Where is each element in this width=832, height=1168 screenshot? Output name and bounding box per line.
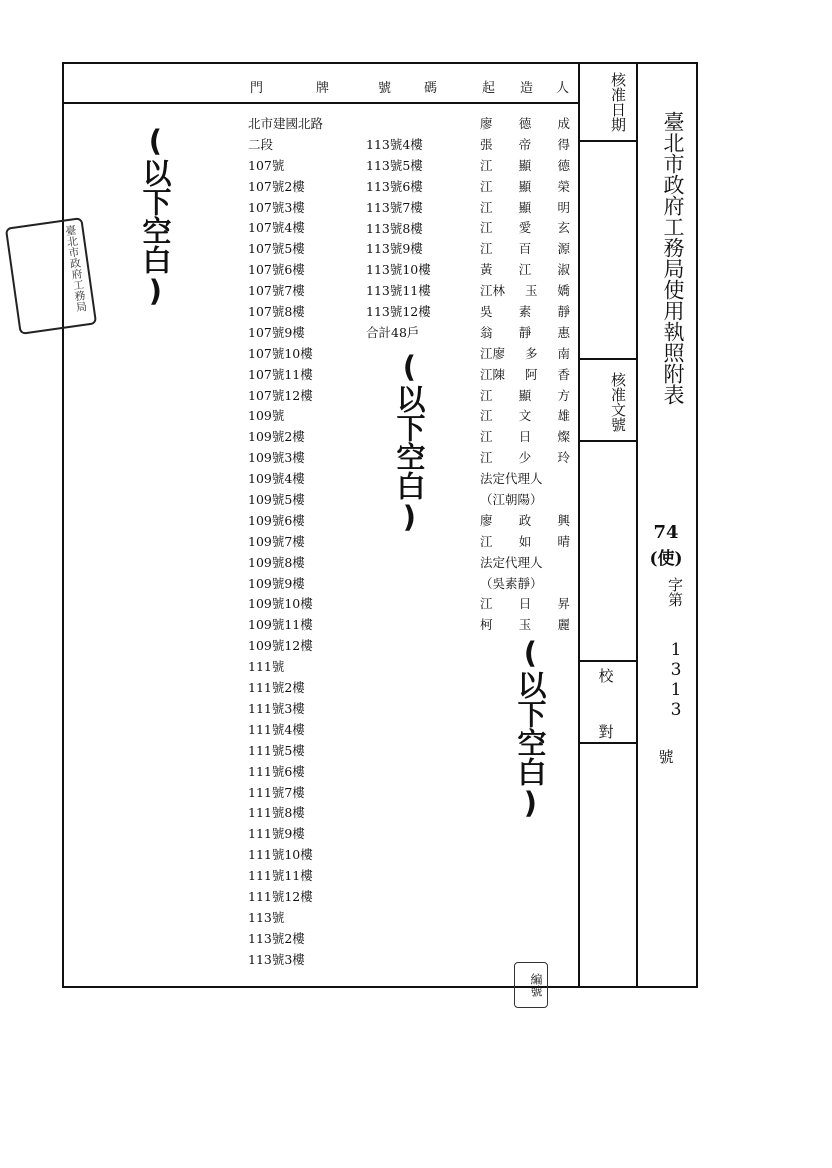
builder-name-part: 玄 bbox=[557, 220, 570, 236]
builder-name-part: 江 bbox=[480, 596, 493, 612]
heading-char: 碼 bbox=[424, 81, 438, 96]
heading-char: 號 bbox=[378, 81, 392, 96]
builder-name-part: 江林 bbox=[480, 283, 506, 299]
address-row: 113號2樓 bbox=[248, 930, 305, 946]
builder-column bbox=[480, 114, 570, 636]
builder-row bbox=[480, 594, 570, 615]
builder-name-part: 玉 bbox=[524, 283, 538, 299]
builder-name-part: 德 bbox=[557, 157, 570, 173]
address-row: 北市建國北路 bbox=[248, 116, 324, 131]
builder-name-part: 帝 bbox=[518, 136, 532, 152]
check-label-2: 對 bbox=[598, 723, 614, 741]
builder-name-part: 江 bbox=[480, 220, 493, 236]
builder-name-part: 阿 bbox=[524, 366, 538, 382]
builder-name-part: 江 bbox=[480, 178, 493, 194]
address-column-2 bbox=[366, 135, 462, 344]
address-row: 107號10樓 bbox=[248, 345, 313, 361]
heading-char: 門 bbox=[250, 81, 264, 96]
builder-name-part: 香 bbox=[557, 366, 570, 382]
address-row: 113號7樓 bbox=[366, 199, 423, 215]
builder-name-part: （吳素靜） bbox=[480, 575, 543, 591]
builder-name-part: 嬌 bbox=[557, 283, 570, 299]
address-row: 107號9樓 bbox=[248, 324, 305, 340]
builder-row bbox=[480, 615, 570, 636]
builder-name-part: 南 bbox=[557, 345, 570, 361]
check-top-divider bbox=[578, 660, 638, 662]
address-row: 111號8樓 bbox=[248, 805, 305, 821]
address-row: 107號7樓 bbox=[248, 283, 305, 299]
address-row: 111號10樓 bbox=[248, 847, 313, 863]
heading-char: 起 bbox=[482, 81, 496, 96]
address-row: 二段 bbox=[248, 136, 274, 152]
address-row: 113號6樓 bbox=[366, 178, 423, 194]
builder-name-part: 燦 bbox=[557, 429, 570, 445]
address-row: 107號3樓 bbox=[248, 199, 305, 215]
builder-name-part: 江廖 bbox=[480, 345, 506, 361]
address-row: 107號8樓 bbox=[248, 304, 305, 320]
address-row: 109號8樓 bbox=[248, 554, 305, 570]
builder-name-part: 文 bbox=[518, 408, 532, 424]
builder-name-part: 愛 bbox=[518, 220, 532, 236]
address-row: 109號11樓 bbox=[248, 617, 313, 633]
address-row: 111號3樓 bbox=[248, 700, 305, 716]
builder-row bbox=[480, 386, 570, 407]
builder-row bbox=[480, 344, 570, 365]
builder-row bbox=[480, 218, 570, 239]
address-row: 109號6樓 bbox=[248, 512, 305, 528]
builder-name-part: 少 bbox=[518, 450, 532, 466]
builder-row bbox=[480, 260, 570, 281]
address-row: 111號6樓 bbox=[248, 763, 305, 779]
builder-name-part: 黃 bbox=[480, 262, 493, 278]
address-row: 113號4樓 bbox=[366, 137, 423, 152]
address-row: 111號12樓 bbox=[248, 888, 313, 904]
builder-name-part: 顯 bbox=[518, 178, 532, 194]
address-row: 109號4樓 bbox=[248, 471, 305, 487]
builder-name-part: 如 bbox=[518, 533, 532, 549]
heading-char: 人 bbox=[556, 81, 570, 96]
address-row: 111號9樓 bbox=[248, 826, 305, 842]
builder-name-part: 榮 bbox=[557, 178, 570, 194]
builder-name-part: 多 bbox=[524, 345, 538, 361]
builder-name-part: 廖 bbox=[480, 512, 493, 528]
builder-name-part: 麗 bbox=[557, 617, 570, 633]
address-row: 109號5樓 bbox=[248, 492, 305, 508]
form-title: 臺北市政府工務局使用執照附表 bbox=[661, 111, 685, 405]
blank-below-stamp-2: (以下空白) bbox=[392, 350, 427, 534]
approval-date-label: 核准日期 bbox=[609, 72, 627, 132]
builder-name-part: 江 bbox=[480, 533, 493, 549]
builder-name-part: 靜 bbox=[518, 324, 532, 340]
address-row: 113號10樓 bbox=[366, 262, 431, 278]
address-row: 109號 bbox=[248, 408, 285, 424]
builder-name-part: 顯 bbox=[518, 157, 532, 173]
blank-below-stamp-3: (以下空白) bbox=[513, 636, 548, 820]
heading-char: 造 bbox=[520, 81, 534, 96]
builder-row bbox=[480, 239, 570, 260]
address-row: 111號2樓 bbox=[248, 680, 305, 696]
builder-name-part: 江陳 bbox=[480, 366, 506, 382]
builder-name-part: 日 bbox=[518, 596, 532, 612]
right-panel-divider bbox=[578, 62, 580, 988]
builder-row bbox=[480, 281, 570, 302]
builder-row bbox=[480, 469, 570, 490]
builder-name-part: 百 bbox=[518, 241, 532, 257]
address-row: 113號 bbox=[248, 909, 285, 925]
builder-name-part: 德 bbox=[518, 116, 532, 131]
address-row: 109號7樓 bbox=[248, 533, 305, 549]
builder-row bbox=[480, 427, 570, 448]
address-row: 107號4樓 bbox=[248, 220, 305, 236]
approval-number-label: 核准文號 bbox=[609, 372, 627, 432]
number-seal bbox=[514, 962, 548, 1008]
heading-char: 牌 bbox=[316, 81, 330, 96]
builder-name-part: 興 bbox=[557, 512, 570, 528]
builder-row bbox=[480, 511, 570, 532]
builder-name-part: （江朝陽） bbox=[480, 492, 543, 508]
builder-row bbox=[480, 156, 570, 177]
address-row: 113號9樓 bbox=[366, 241, 423, 257]
builder-name-part: 素 bbox=[518, 304, 532, 320]
builder-name-part: 玲 bbox=[557, 450, 570, 466]
address-row: 109號10樓 bbox=[248, 596, 313, 612]
address-row: 109號2樓 bbox=[248, 429, 305, 445]
builder-name-part: 廖 bbox=[480, 116, 493, 131]
builder-row bbox=[480, 177, 570, 198]
check-label-1: 校 bbox=[598, 667, 614, 685]
address-row: 109號9樓 bbox=[248, 575, 305, 591]
builder-name-part: 吳 bbox=[480, 304, 493, 320]
address-row: 109號12樓 bbox=[248, 638, 313, 654]
builder-name-part: 昇 bbox=[557, 596, 570, 612]
builder-name-part: 淑 bbox=[557, 262, 570, 278]
builder-name-part: 靜 bbox=[557, 304, 570, 320]
official-seal bbox=[5, 217, 97, 335]
address-row: 107號11樓 bbox=[248, 366, 313, 382]
builder-name-part: 翁 bbox=[480, 324, 493, 340]
builder-row bbox=[480, 448, 570, 469]
builder-row bbox=[480, 323, 570, 344]
builder-name-part: 方 bbox=[557, 387, 570, 403]
builder-name-part: 玉 bbox=[518, 617, 532, 633]
file-type: (使) bbox=[649, 549, 683, 569]
file-zi-di: 字第 bbox=[666, 577, 684, 607]
builder-row bbox=[480, 490, 570, 511]
header-divider bbox=[62, 102, 578, 104]
approval-date-divider bbox=[578, 140, 638, 142]
builder-name-part: 江 bbox=[480, 387, 493, 403]
address-row: 113號12樓 bbox=[366, 304, 431, 320]
address-row: 113號5樓 bbox=[366, 157, 423, 173]
builder-name-part: 顯 bbox=[518, 199, 532, 215]
blank-below-stamp-1: (以下空白) bbox=[138, 124, 173, 308]
builder-row bbox=[480, 135, 570, 156]
address-row: 合計48戶 bbox=[366, 325, 420, 341]
builder-name-part: 雄 bbox=[557, 408, 570, 424]
builder-row bbox=[480, 553, 570, 574]
address-row: 113號3樓 bbox=[248, 951, 305, 967]
address-row: 109號3樓 bbox=[248, 450, 305, 466]
address-row: 107號5樓 bbox=[248, 241, 305, 257]
builder-name-part: 江 bbox=[480, 408, 493, 424]
seal-text: 臺北市政府工務局 bbox=[63, 224, 89, 313]
builder-row bbox=[480, 114, 570, 135]
builder-row bbox=[480, 198, 570, 219]
builder-name-part: 政 bbox=[518, 512, 532, 528]
address-row: 113號11樓 bbox=[366, 283, 431, 299]
builder-name-part: 江 bbox=[480, 157, 493, 173]
builder-name-part: 明 bbox=[557, 199, 570, 215]
builder-row bbox=[480, 532, 570, 553]
builder-name-part: 得 bbox=[557, 136, 570, 152]
builder-name-part: 法定代理人 bbox=[480, 471, 543, 487]
builder-row bbox=[480, 574, 570, 595]
builder-name-part: 惠 bbox=[557, 324, 570, 340]
builder-name-part: 江 bbox=[480, 199, 493, 215]
file-year: 74 bbox=[653, 522, 679, 543]
file-hao: 號 bbox=[658, 748, 674, 766]
address-row: 111號4樓 bbox=[248, 721, 305, 737]
number-seal-text: 編號 bbox=[529, 973, 543, 997]
address-row: 107號6樓 bbox=[248, 262, 305, 278]
address-row: 111號11樓 bbox=[248, 868, 313, 884]
builder-name-part: 江 bbox=[480, 450, 493, 466]
builder-name-part: 源 bbox=[557, 241, 570, 257]
address-column-1 bbox=[248, 114, 360, 971]
address-row: 107號 bbox=[248, 157, 285, 173]
address-row: 111號 bbox=[248, 659, 285, 675]
builder-name-part: 法定代理人 bbox=[480, 554, 543, 570]
builder-name-part: 晴 bbox=[557, 533, 570, 549]
builder-name-part: 柯 bbox=[480, 617, 493, 633]
builder-row bbox=[480, 365, 570, 386]
builder-name-part: 日 bbox=[518, 429, 532, 445]
builder-name-part: 顯 bbox=[518, 387, 532, 403]
address-row: 107號2樓 bbox=[248, 178, 305, 194]
file-number: 1313 bbox=[666, 640, 686, 720]
address-row: 107號12樓 bbox=[248, 387, 313, 403]
builder-row bbox=[480, 302, 570, 323]
builder-row bbox=[480, 406, 570, 427]
builder-name-part: 張 bbox=[480, 136, 493, 152]
title-column-divider bbox=[636, 62, 638, 988]
builder-name-part: 江 bbox=[480, 429, 493, 445]
builder-name-part: 成 bbox=[557, 116, 570, 131]
address-row: 111號5樓 bbox=[248, 742, 305, 758]
approval-no-top-divider bbox=[578, 358, 638, 360]
check-divider bbox=[578, 742, 638, 744]
approval-no-divider bbox=[578, 440, 638, 442]
builder-name-part: 江 bbox=[518, 262, 532, 278]
builder-name-part: 江 bbox=[480, 241, 493, 257]
address-row: 111號7樓 bbox=[248, 784, 305, 800]
address-row: 113號8樓 bbox=[366, 220, 423, 236]
